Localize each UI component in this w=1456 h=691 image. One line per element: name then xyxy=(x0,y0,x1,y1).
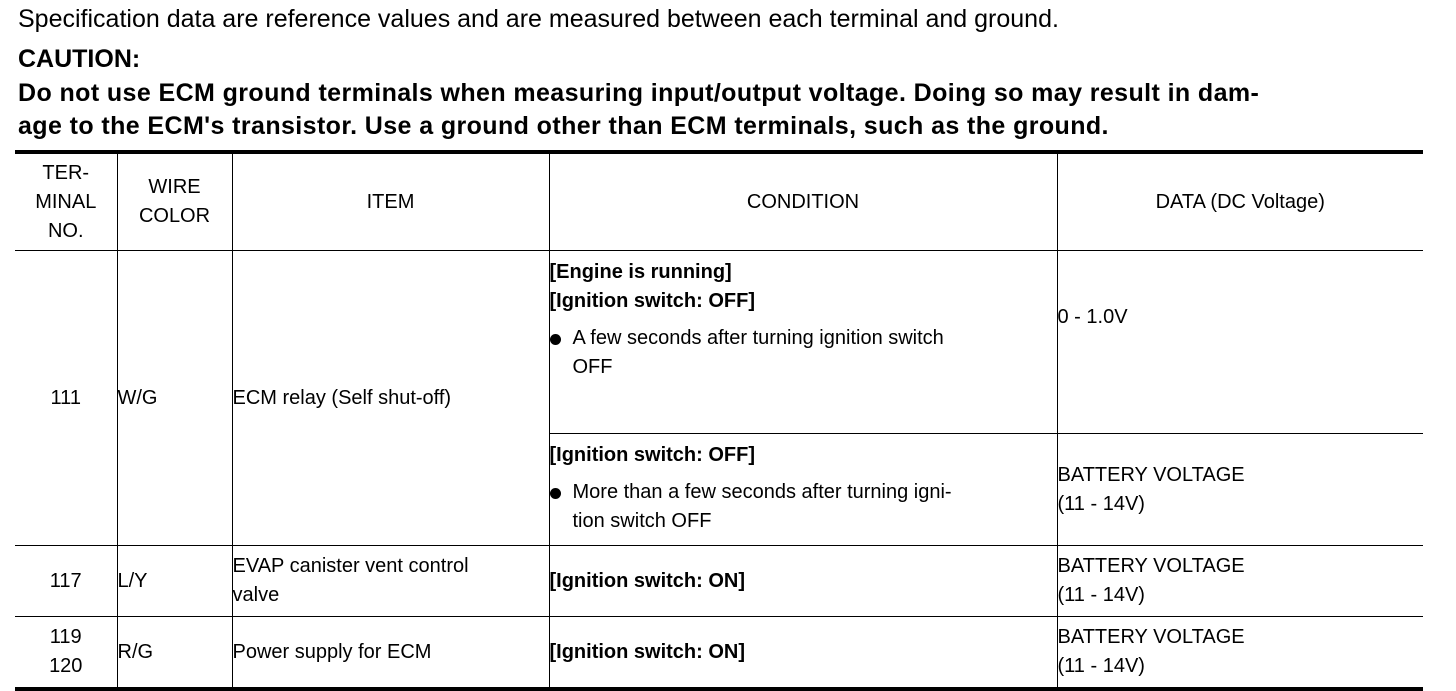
condition-heading: [Ignition switch: ON] xyxy=(549,640,746,663)
condition-heading: [Ignition switch: ON] xyxy=(549,569,746,592)
wire-color-cell: R/G xyxy=(117,617,232,690)
terminal-cell: 111 xyxy=(15,251,117,546)
table-row xyxy=(15,546,1423,617)
data-cell: BATTERY VOLTAGE (11 - 14V) xyxy=(1057,434,1423,546)
item-cell: EVAP canister vent control valve xyxy=(232,546,549,617)
header-terminal-no: TER- MINAL NO. xyxy=(15,152,117,251)
terminal-cell: 117 xyxy=(15,546,117,617)
caution-text xyxy=(18,77,1423,143)
data-cell: 0 - 1.0V xyxy=(1057,251,1423,434)
condition-bullet: A few seconds after turning ignition switch OFF xyxy=(550,324,1057,382)
condition-bullet: More than a few seconds after turning igni- tion switch OFF xyxy=(550,478,1057,536)
header-wire-color: WIRE COLOR xyxy=(117,152,232,251)
item-cell: ECM relay (Self shut-off) xyxy=(232,251,549,546)
data-cell: BATTERY VOLTAGE (11 - 14V) xyxy=(1057,546,1423,617)
condition-cell xyxy=(549,617,1057,690)
terminal-spec-table xyxy=(15,150,1423,691)
header-item: ITEM xyxy=(232,152,549,251)
condition-heading: [Engine is running] xyxy=(549,261,732,283)
caution-line-2: age to the ECM's transistor. Use a ground other than ECM terminals, such as the ground. xyxy=(18,112,1109,140)
condition-cell xyxy=(549,546,1057,617)
bullet-icon xyxy=(550,488,561,499)
item-cell: Power supply for ECM xyxy=(232,617,549,690)
condition-cell xyxy=(549,251,1057,434)
caution-line-1: Do not use ECM ground terminals when measuring input/output voltage. Doing so may result in dam- xyxy=(18,79,1260,107)
table-header-row xyxy=(15,152,1423,251)
bullet-icon xyxy=(550,334,561,345)
data-cell: BATTERY VOLTAGE (11 - 14V) xyxy=(1057,617,1423,690)
header-condition: CONDITION xyxy=(549,152,1057,251)
caution-title: CAUTION: xyxy=(18,45,141,73)
table-row xyxy=(15,617,1423,690)
wire-color-cell: W/G xyxy=(117,251,232,546)
wire-color-cell: L/Y xyxy=(117,546,232,617)
condition-heading: [Ignition switch: OFF] xyxy=(549,444,756,466)
terminal-cell: 119 120 xyxy=(15,617,117,690)
header-data: DATA (DC Voltage) xyxy=(1057,152,1423,251)
intro-text: Specification data are reference values and are measured between each terminal and ground. xyxy=(18,5,1059,33)
condition-cell xyxy=(549,434,1057,546)
condition-heading: [Ignition switch: OFF] xyxy=(549,290,756,312)
table-row xyxy=(15,251,1423,434)
